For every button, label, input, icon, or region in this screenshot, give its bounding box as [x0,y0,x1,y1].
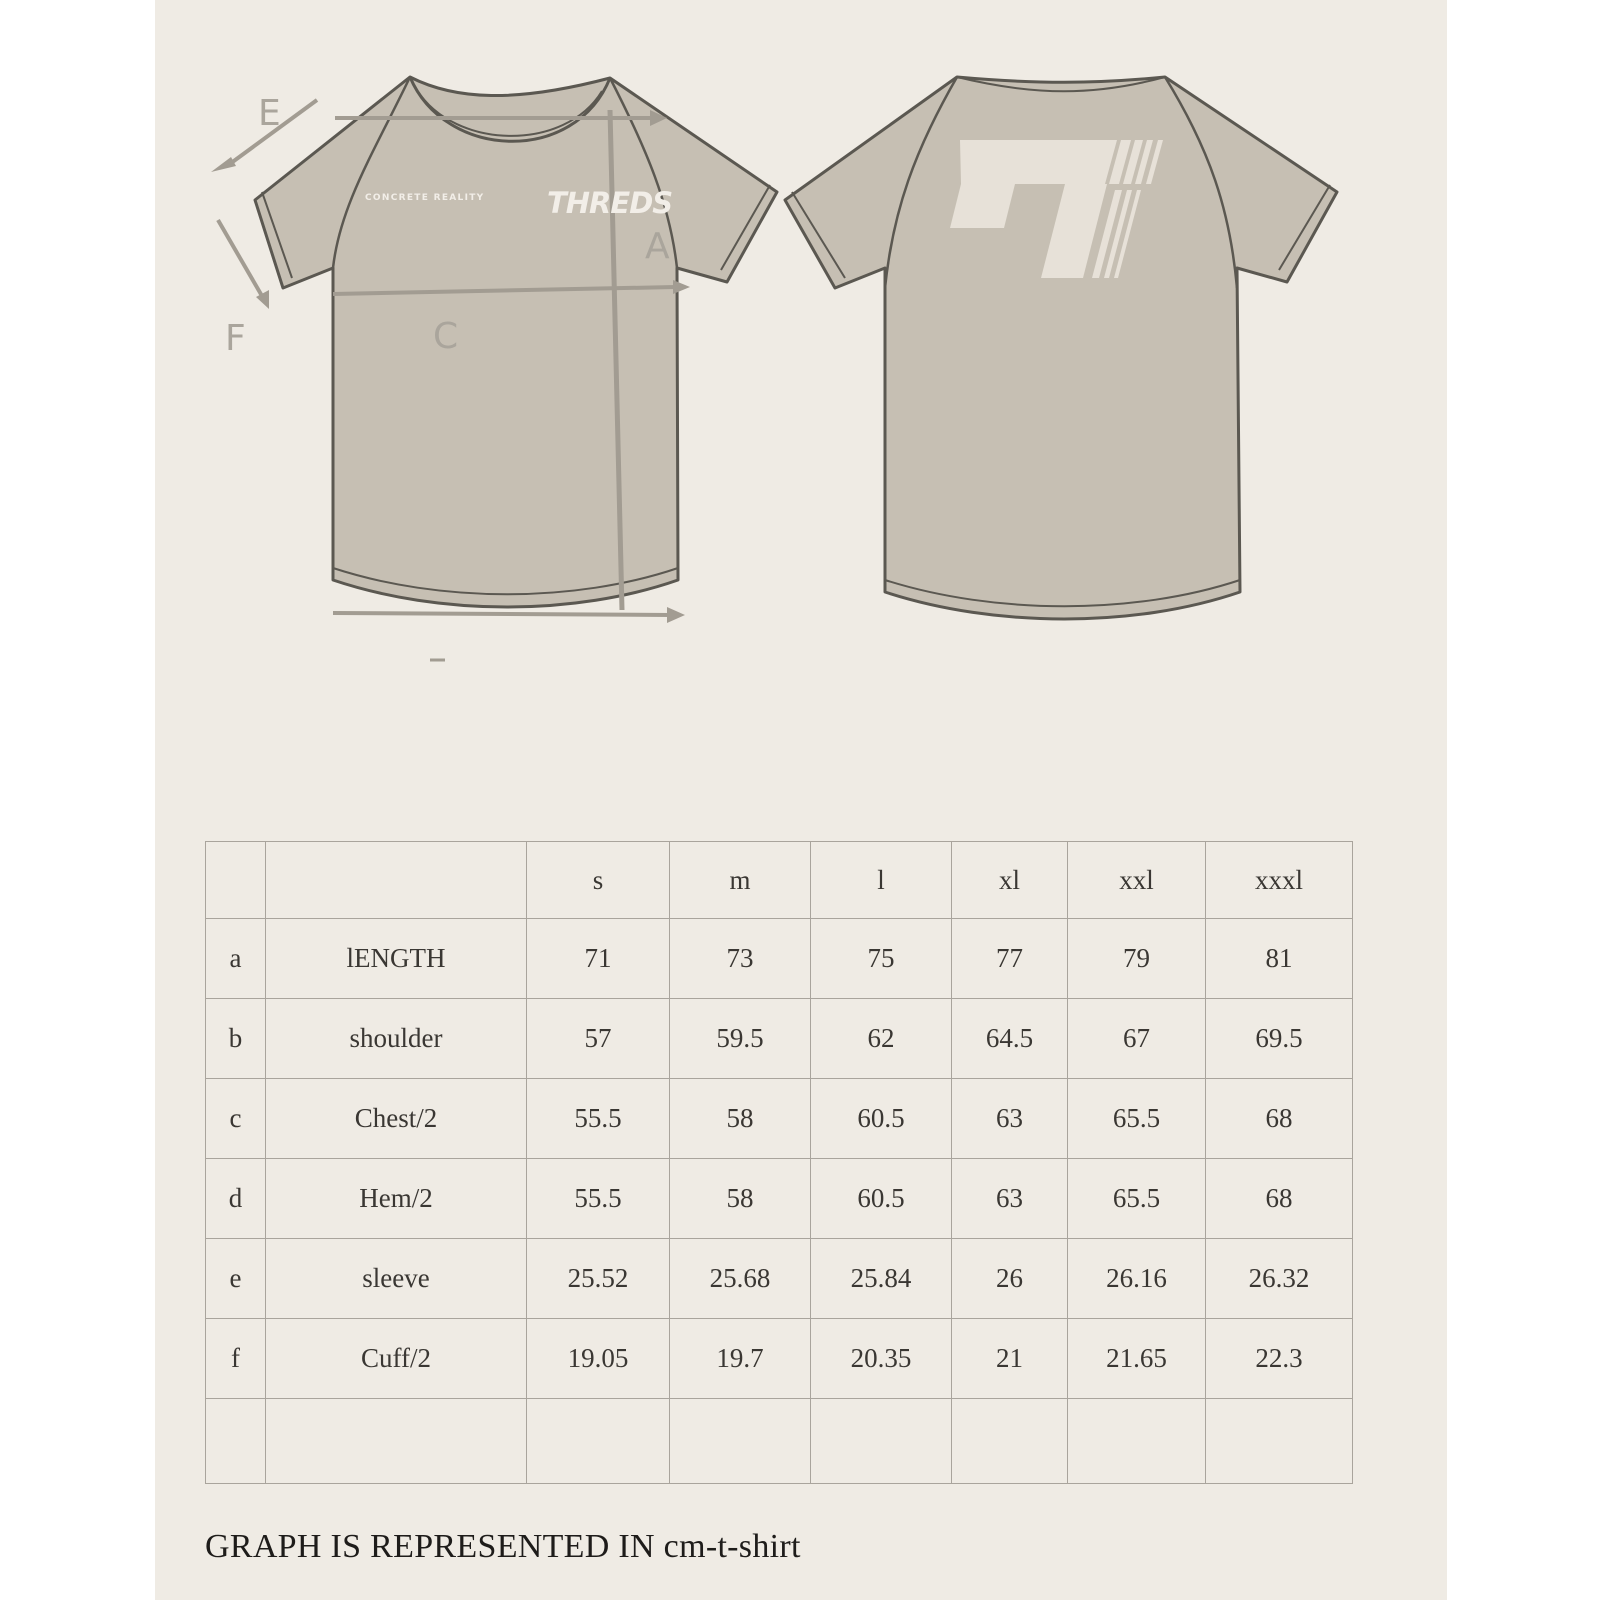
header-blank-name [266,842,527,919]
table-cell: 60.5 [811,1159,952,1239]
label-a: A [645,226,670,267]
label-e: E [258,93,281,134]
table-cell: 26.32 [1206,1239,1353,1319]
empty-cell [1068,1399,1206,1484]
table-row [206,999,1353,1079]
table-cell: 22.3 [1206,1319,1353,1399]
size-header: s [527,842,670,919]
table-cell: 63 [952,1159,1068,1239]
table-cell: 19.05 [527,1319,670,1399]
size-header: xxl [1068,842,1206,919]
table-cell: 26.16 [1068,1239,1206,1319]
row-key: f [206,1319,266,1399]
table-cell: 55.5 [527,1079,670,1159]
table-cell: 19.7 [670,1319,811,1399]
size-table [205,841,1353,1484]
table-cell: 25.52 [527,1239,670,1319]
empty-cell [952,1399,1068,1484]
label-f: F [225,318,246,359]
table-cell: 20.35 [811,1319,952,1399]
measurement-name: sleeve [266,1239,527,1319]
measurement-name: lENGTH [266,919,527,999]
table-cell: 59.5 [670,999,811,1079]
table-cell: 65.5 [1068,1159,1206,1239]
table-cell: 58 [670,1079,811,1159]
size-table-body [206,842,1353,1484]
table-cell: 26 [952,1239,1068,1319]
front-print-brand: THREDS [547,186,673,220]
table-cell: 73 [670,919,811,999]
table-row [206,919,1353,999]
size-header-row [206,842,1353,919]
table-cell: 81 [1206,919,1353,999]
empty-cell [527,1399,670,1484]
table-cell: 62 [811,999,952,1079]
measurement-name: Cuff/2 [266,1319,527,1399]
row-key: e [206,1239,266,1319]
measurement-name: shoulder [266,999,527,1079]
table-cell: 63 [952,1079,1068,1159]
size-header: xl [952,842,1068,919]
tshirt-diagram [155,0,1447,700]
size-header: m [670,842,811,919]
table-cell: 58 [670,1159,811,1239]
empty-row [206,1399,1353,1484]
empty-cell [206,1399,266,1484]
measurement-name: Chest/2 [266,1079,527,1159]
front-print-small: CONCRETE REALITY [365,193,485,203]
table-cell: 57 [527,999,670,1079]
table-cell: 25.68 [670,1239,811,1319]
table-cell: 65.5 [1068,1079,1206,1159]
header-blank-key [206,842,266,919]
units-footnote: GRAPH IS REPRESENTED IN cm-t-shirt [205,1528,801,1565]
table-cell: 55.5 [527,1159,670,1239]
table-cell: 71 [527,919,670,999]
table-cell: 21 [952,1319,1068,1399]
table-cell: 60.5 [811,1079,952,1159]
table-cell: 68 [1206,1079,1353,1159]
empty-cell [266,1399,527,1484]
table-cell: 21.65 [1068,1319,1206,1399]
table-cell: 75 [811,919,952,999]
size-header: xxxl [1206,842,1353,919]
row-key: a [206,919,266,999]
row-key: b [206,999,266,1079]
tshirt-front [255,77,777,607]
empty-cell [811,1399,952,1484]
empty-cell [1206,1399,1353,1484]
table-cell: 25.84 [811,1239,952,1319]
size-header: l [811,842,952,919]
table-row [206,1159,1353,1239]
table-cell: 79 [1068,919,1206,999]
size-chart-sheet [155,0,1447,1600]
label-c: C [433,316,459,357]
table-cell: 67 [1068,999,1206,1079]
table-cell: 77 [952,919,1068,999]
table-row [206,1239,1353,1319]
measurement-name: Hem/2 [266,1159,527,1239]
row-key: c [206,1079,266,1159]
table-cell: 64.5 [952,999,1068,1079]
table-cell: 68 [1206,1159,1353,1239]
empty-cell [670,1399,811,1484]
table-row [206,1079,1353,1159]
table-row [206,1319,1353,1399]
table-cell: 69.5 [1206,999,1353,1079]
row-key: d [206,1159,266,1239]
